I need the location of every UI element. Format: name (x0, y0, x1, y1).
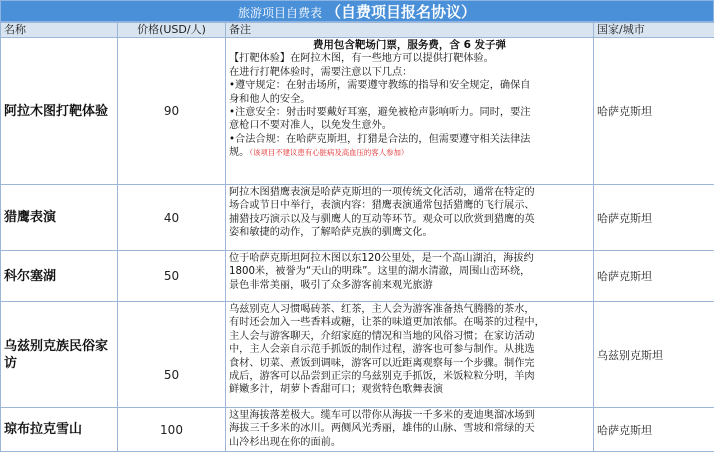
note-line: 意枪口不要对准人，以免发生意外。 (229, 120, 392, 132)
note-line: •注意安全：射击时要戴好耳塞，避免被枪声影响听力。同时，要注 (229, 107, 531, 119)
note-line: 阿拉木图猎鹰表演是哈萨克斯坦的一项传统文化活动，通常在特定的 (229, 187, 535, 198)
table-row (1, 185, 714, 251)
item-note (226, 251, 594, 302)
table-row (1, 251, 714, 302)
column-header-city: 国家/城市 (594, 23, 714, 38)
item-price: 40 (118, 185, 226, 251)
item-note (226, 38, 594, 185)
item-name: 猎鹰表演 (1, 185, 118, 251)
item-name: 乌兹别克族民俗家访 (1, 302, 118, 408)
item-price: 50 (118, 251, 226, 302)
table-title: 旅游项目自费表 (237, 6, 322, 20)
item-name: 科尔塞湖 (1, 251, 118, 302)
title-bar (0, 0, 714, 22)
item-city: 哈萨克斯坦 (594, 408, 714, 452)
note-line: 成后，游客可以品尝到正宗的乌兹别克手抓饭，米饭粒粒分明，羊肉 (229, 371, 535, 383)
header-row (1, 23, 714, 38)
note-line: 这里海拔落差极大。缆车可以带你从海拔一千多米的麦迪奥溜冰场到 (229, 410, 535, 421)
note-line: 姿和敏捷的动作，了解哈萨克族的驯鹰文化。 (229, 227, 433, 239)
note-line: 山冷杉出现在你的面前。 (229, 436, 342, 448)
table-row (1, 408, 714, 452)
note-line: 主人会与游客聊天，介绍家庭的情况和当地的风俗习惯；在家访活动 (229, 330, 535, 342)
note-line-with-warning (229, 146, 590, 159)
health-warning: （该项目不建议患有心脏病及高血压的客人参加） (249, 148, 409, 158)
note-line: 乌兹别克人习惯喝砖茶、红茶，主人会为游客准备热气腾腾的茶水， (229, 304, 535, 315)
column-header-note: 备注 (226, 23, 594, 38)
expense-table (0, 22, 714, 452)
item-note (226, 408, 594, 452)
note-line: 1800米，被誉为“天山的明珠”。这里的湖水清澈，周围山峦环绕， (229, 266, 531, 278)
item-name: 阿拉木图打靶体验 (1, 38, 118, 185)
note-line: 食材、切菜、煮饭到调味，游客可以近距离观察每一个步骤。制作完 (229, 357, 535, 369)
item-city: 哈萨克斯坦 (594, 38, 714, 185)
note-line: 位于哈萨克斯坦阿拉木图以东120公里处，是一个高山湖泊，海拔约 (229, 253, 534, 264)
note-line: 鲜嫩多汁，胡萝卜香甜可口；观赏特色歌舞表演 (229, 384, 443, 396)
column-header-price: 价格(USD/人) (118, 23, 226, 38)
item-city: 乌兹别克斯坦 (594, 302, 714, 408)
table-row (1, 302, 714, 408)
item-note (226, 185, 594, 251)
note-line: 规。 (229, 147, 250, 159)
note-line: 场合或节日中举行，表演内容：猎鹰表演通常包括猎鹰的飞行展示、 (229, 200, 535, 212)
item-price: 90 (118, 38, 226, 185)
note-line: 海拔三千多米的冰川。两侧风光秀丽，雄伟的山脉、雪坡和常绿的天 (229, 423, 535, 435)
item-price: 100 (118, 408, 226, 452)
note-line: 在进行打靶体验时，需要注意以下几点： (229, 66, 413, 78)
table-row (1, 38, 714, 185)
note-line: 景色非常美丽，吸引了众多游客前来观光旅游 (229, 279, 433, 291)
agreement-title: （自费项目报名协议） (326, 3, 477, 21)
item-city: 哈萨克斯坦 (594, 251, 714, 302)
note-line: •遵守规定：在射击场所，需要遵守教练的指导和安全规定，确保自 (229, 80, 531, 92)
note-line: •合法合规：在哈萨克斯坦，打猎是合法的，但需要遵守相关法律法 (229, 133, 531, 145)
note-line: 身和他人的安全。 (229, 93, 311, 105)
item-note (226, 302, 594, 408)
item-name: 琼布拉克雪山 (1, 408, 118, 452)
note-heading: 费用包含靶场门票，服务费，含 6 发子弹 (312, 39, 507, 51)
item-price: 50 (118, 302, 226, 408)
note-line: 有时还会加入一些香料或糖，让茶的味道更加浓郁。在喝茶的过程中， (229, 317, 545, 329)
note-line: 【打靶体验】在阿拉木图，有一些地方可以提供打靶体验。 (229, 53, 494, 65)
column-header-name: 名称 (1, 23, 118, 38)
note-line: 捕猎技巧演示以及与驯鹰人的互动等环节。观众可以欣赏到猎鹰的英 (229, 213, 535, 225)
note-line: 中，主人会亲自示范手抓饭的制作过程，游客也可参与制作。从挑选 (229, 344, 535, 356)
item-city: 哈萨克斯坦 (594, 185, 714, 251)
